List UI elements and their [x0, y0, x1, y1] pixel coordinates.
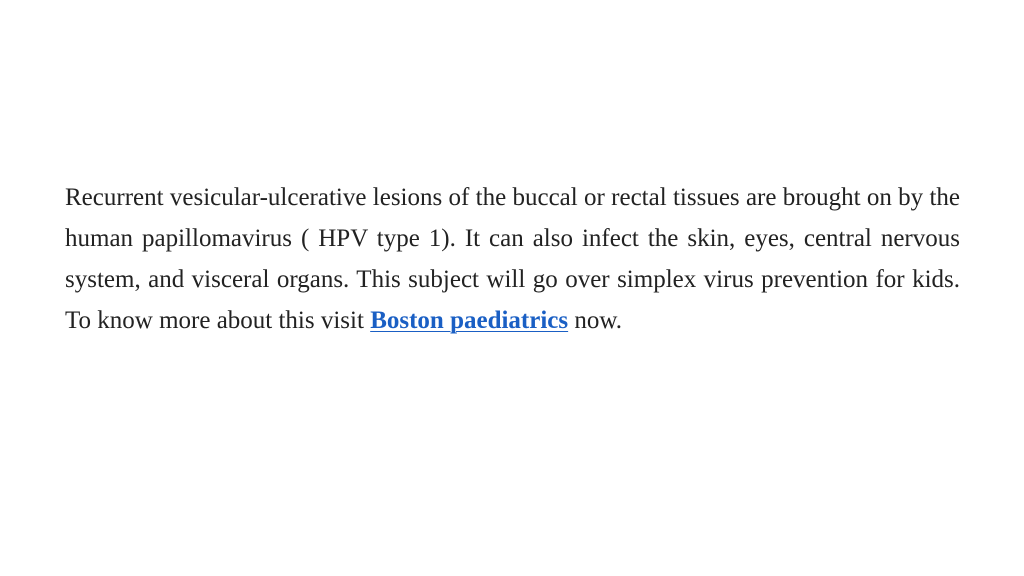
- paragraph-text-end: now.: [568, 307, 623, 334]
- paragraph-text: Recurrent vesicular-ulcerative lesions of the buccal or rectal tissues are brought on by the human papillomavirus ( HPV type 1). It can also infect the skin, eyes, central nervous system, and visceral organs. This subject will go over simplex virus prevention for kids. To know more about this visit: [65, 184, 960, 334]
- boston-paediatrics-link[interactable]: Boston paediatrics: [370, 307, 569, 334]
- body-paragraph: [65, 177, 960, 341]
